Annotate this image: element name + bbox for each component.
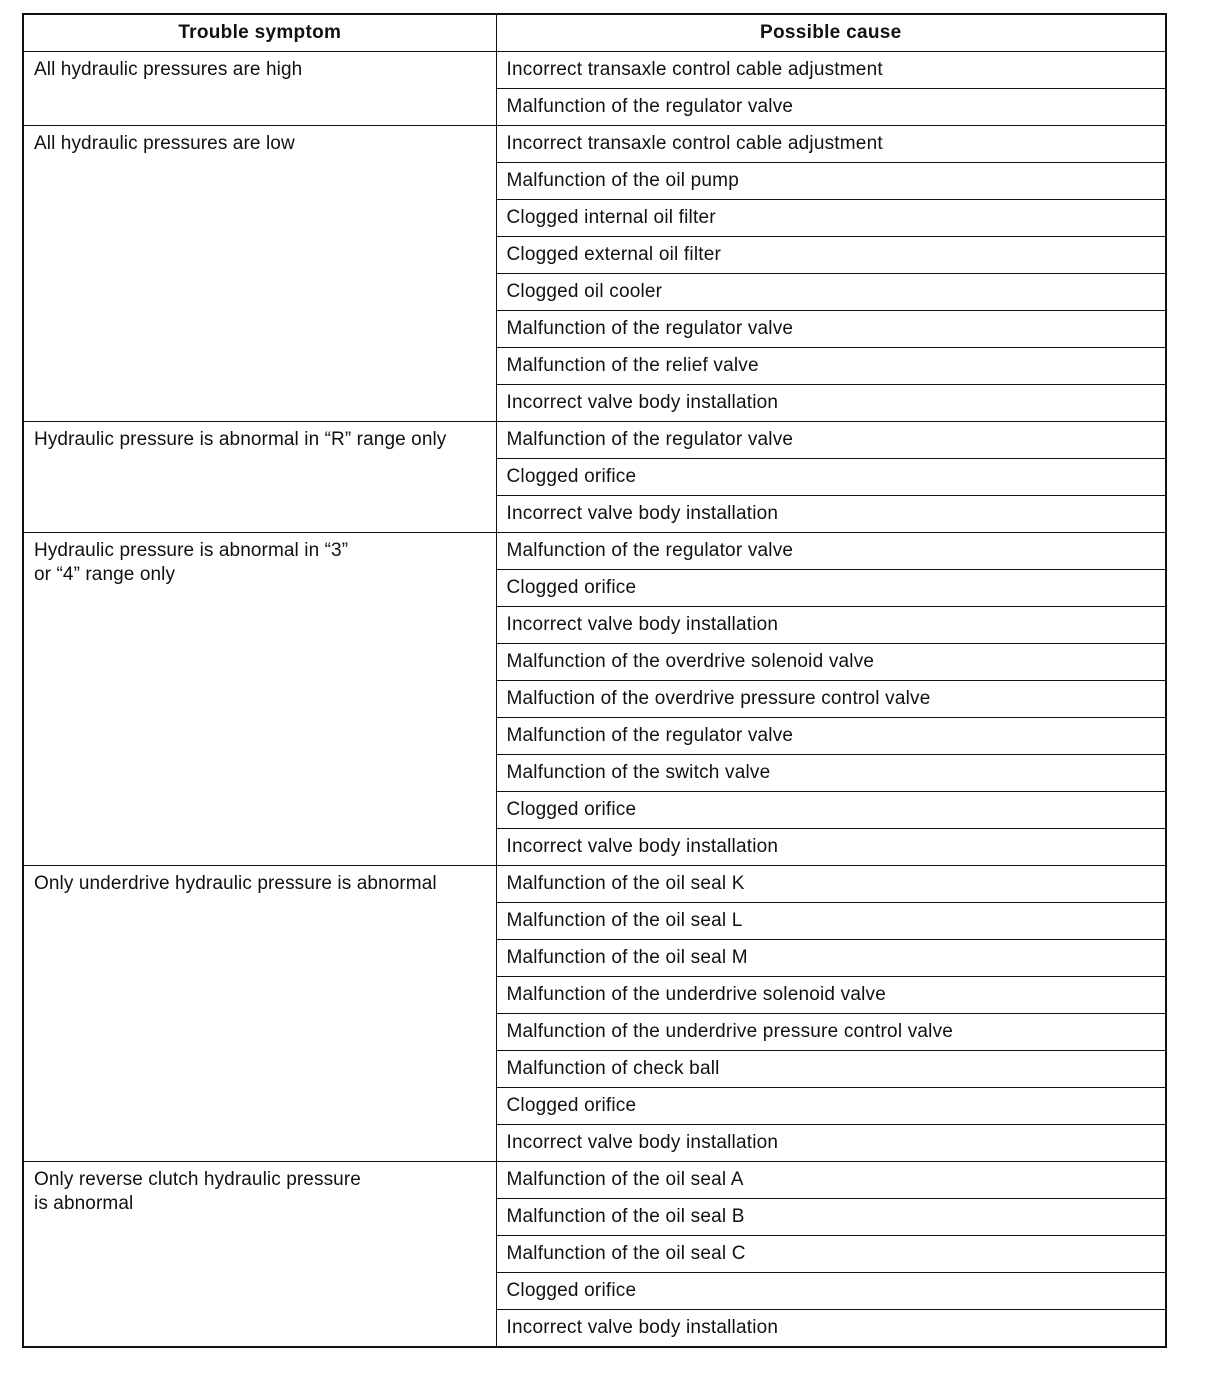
header-trouble-symptom: Trouble symptom: [23, 14, 496, 52]
possible-cause-cell: Clogged orifice: [496, 792, 1166, 829]
possible-cause-cell: Malfunction of the underdrive solenoid valve: [496, 977, 1166, 1014]
possible-cause-cell: Incorrect valve body installation: [496, 829, 1166, 866]
possible-cause-cell: Malfunction of the oil seal A: [496, 1162, 1166, 1199]
table-row: [23, 866, 1166, 903]
possible-cause-cell: Incorrect transaxle control cable adjustment: [496, 52, 1166, 89]
table-row: [23, 533, 1166, 570]
possible-cause-cell: Malfunction of the underdrive pressure control valve: [496, 1014, 1166, 1051]
trouble-symptom-cell: All hydraulic pressures are high: [23, 52, 496, 126]
possible-cause-cell: Incorrect valve body installation: [496, 496, 1166, 533]
possible-cause-cell: Clogged orifice: [496, 570, 1166, 607]
header-possible-cause: Possible cause: [496, 14, 1166, 52]
possible-cause-cell: Malfunction of the oil seal M: [496, 940, 1166, 977]
possible-cause-cell: Malfunction of the oil seal K: [496, 866, 1166, 903]
trouble-symptom-cell: Hydraulic pressure is abnormal in “R” range only: [23, 422, 496, 533]
possible-cause-cell: Malfunction of the overdrive solenoid valve: [496, 644, 1166, 681]
trouble-table: [22, 13, 1167, 1348]
header-row: [23, 14, 1166, 52]
trouble-symptom-cell: All hydraulic pressures are low: [23, 126, 496, 422]
possible-cause-cell: Malfunction of the oil pump: [496, 163, 1166, 200]
possible-cause-cell: Clogged orifice: [496, 1273, 1166, 1310]
possible-cause-cell: Malfunction of the oil seal B: [496, 1199, 1166, 1236]
possible-cause-cell: Incorrect transaxle control cable adjustment: [496, 126, 1166, 163]
possible-cause-cell: Clogged external oil filter: [496, 237, 1166, 274]
trouble-symptom-cell: Only underdrive hydraulic pressure is abnormal: [23, 866, 496, 1162]
possible-cause-cell: Malfuction of the overdrive pressure control valve: [496, 681, 1166, 718]
possible-cause-cell: Malfunction of check ball: [496, 1051, 1166, 1088]
trouble-symptom-cell: Only reverse clutch hydraulic pressure is abnormal: [23, 1162, 496, 1348]
trouble-symptom-cell: Hydraulic pressure is abnormal in “3” or “4” range only: [23, 533, 496, 866]
possible-cause-cell: Malfunction of the regulator valve: [496, 422, 1166, 459]
possible-cause-cell: Clogged orifice: [496, 1088, 1166, 1125]
possible-cause-cell: Malfunction of the relief valve: [496, 348, 1166, 385]
possible-cause-cell: Clogged internal oil filter: [496, 200, 1166, 237]
table-row: [23, 52, 1166, 89]
possible-cause-cell: Incorrect valve body installation: [496, 607, 1166, 644]
possible-cause-cell: Malfunction of the regulator valve: [496, 311, 1166, 348]
possible-cause-cell: Malfunction of the regulator valve: [496, 718, 1166, 755]
possible-cause-cell: Clogged orifice: [496, 459, 1166, 496]
possible-cause-cell: Incorrect valve body installation: [496, 1125, 1166, 1162]
table-row: [23, 422, 1166, 459]
table-row: [23, 1162, 1166, 1199]
possible-cause-cell: Malfunction of the oil seal L: [496, 903, 1166, 940]
possible-cause-cell: Malfunction of the regulator valve: [496, 533, 1166, 570]
possible-cause-cell: Incorrect valve body installation: [496, 1310, 1166, 1348]
possible-cause-cell: Malfunction of the oil seal C: [496, 1236, 1166, 1273]
possible-cause-cell: Malfunction of the regulator valve: [496, 89, 1166, 126]
possible-cause-cell: Malfunction of the switch valve: [496, 755, 1166, 792]
possible-cause-cell: Incorrect valve body installation: [496, 385, 1166, 422]
table-row: [23, 126, 1166, 163]
possible-cause-cell: Clogged oil cooler: [496, 274, 1166, 311]
